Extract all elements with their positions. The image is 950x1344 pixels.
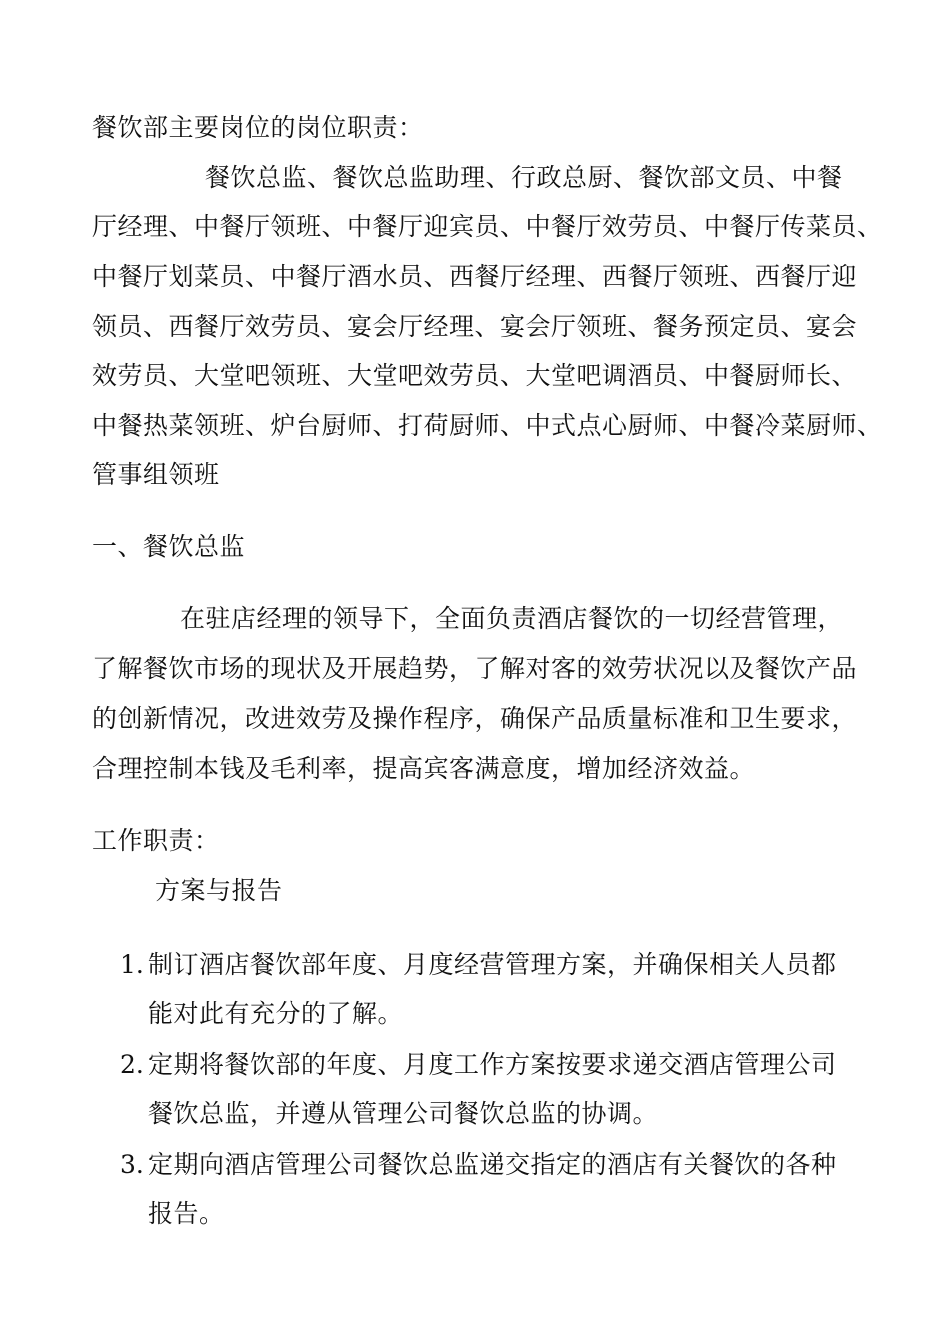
- list-item-line: 定期向酒店管理公司餐饮总监递交指定的酒店有关餐饮的各种: [148, 1150, 837, 1179]
- summary-line: 的创新情况，改进效劳及操作程序，确保产品质量标准和卫生要求，: [92, 704, 858, 733]
- section-title: 一、餐饮总监: [92, 532, 246, 561]
- positions-line: 厅经理、中餐厅领班、中餐厅迎宾员、中餐厅效劳员、中餐厅传菜员、: [92, 212, 883, 241]
- summary-line: 在驻店经理的领导下，全面负责酒店餐饮的一切经营管理，: [180, 604, 844, 633]
- list-item-line: 能对此有充分的了解。: [148, 999, 404, 1028]
- positions-line: 中餐热菜领班、炉台厨师、打荷厨师、中式点心厨师、中餐冷菜厨师、: [92, 411, 883, 440]
- page-heading: 餐饮部主要岗位的岗位职责：: [92, 113, 424, 142]
- positions-line: 效劳员、大堂吧领班、大堂吧效劳员、大堂吧调酒员、中餐厨师长、: [92, 361, 858, 390]
- list-item-number: 3.: [120, 1150, 144, 1179]
- positions-line: 管事组领班: [92, 460, 220, 489]
- list-item-number: 1.: [120, 950, 144, 979]
- summary-line: 了解餐饮市场的现状及开展趋势，了解对客的效劳状况以及餐饮产品: [92, 654, 858, 683]
- list-item-line: 报告。: [148, 1199, 225, 1228]
- positions-line: 领员、西餐厅效劳员、宴会厅经理、宴会厅领班、餐务预定员、宴会: [92, 312, 858, 341]
- list-item-line: 制订酒店餐饮部年度、月度经营管理方案，并确保相关人员都: [148, 950, 837, 979]
- positions-line: 餐饮总监、餐饮总监助理、行政总厨、餐饮部文员、中餐: [205, 163, 843, 192]
- summary-line: 合理控制本钱及毛利率，提高宾客满意度，增加经济效益。: [92, 754, 756, 783]
- list-item-line: 餐饮总监，并遵从管理公司餐饮总监的协调。: [148, 1099, 659, 1128]
- list-item-number: 2.: [120, 1050, 144, 1079]
- list-item-line: 定期将餐饮部的年度、月度工作方案按要求递交酒店管理公司: [148, 1050, 837, 1079]
- duties-label: 工作职责：: [92, 826, 220, 855]
- subheading: 方案与报告: [155, 876, 283, 905]
- positions-line: 中餐厅划菜员、中餐厅酒水员、西餐厅经理、西餐厅领班、西餐厅迎: [92, 262, 858, 291]
